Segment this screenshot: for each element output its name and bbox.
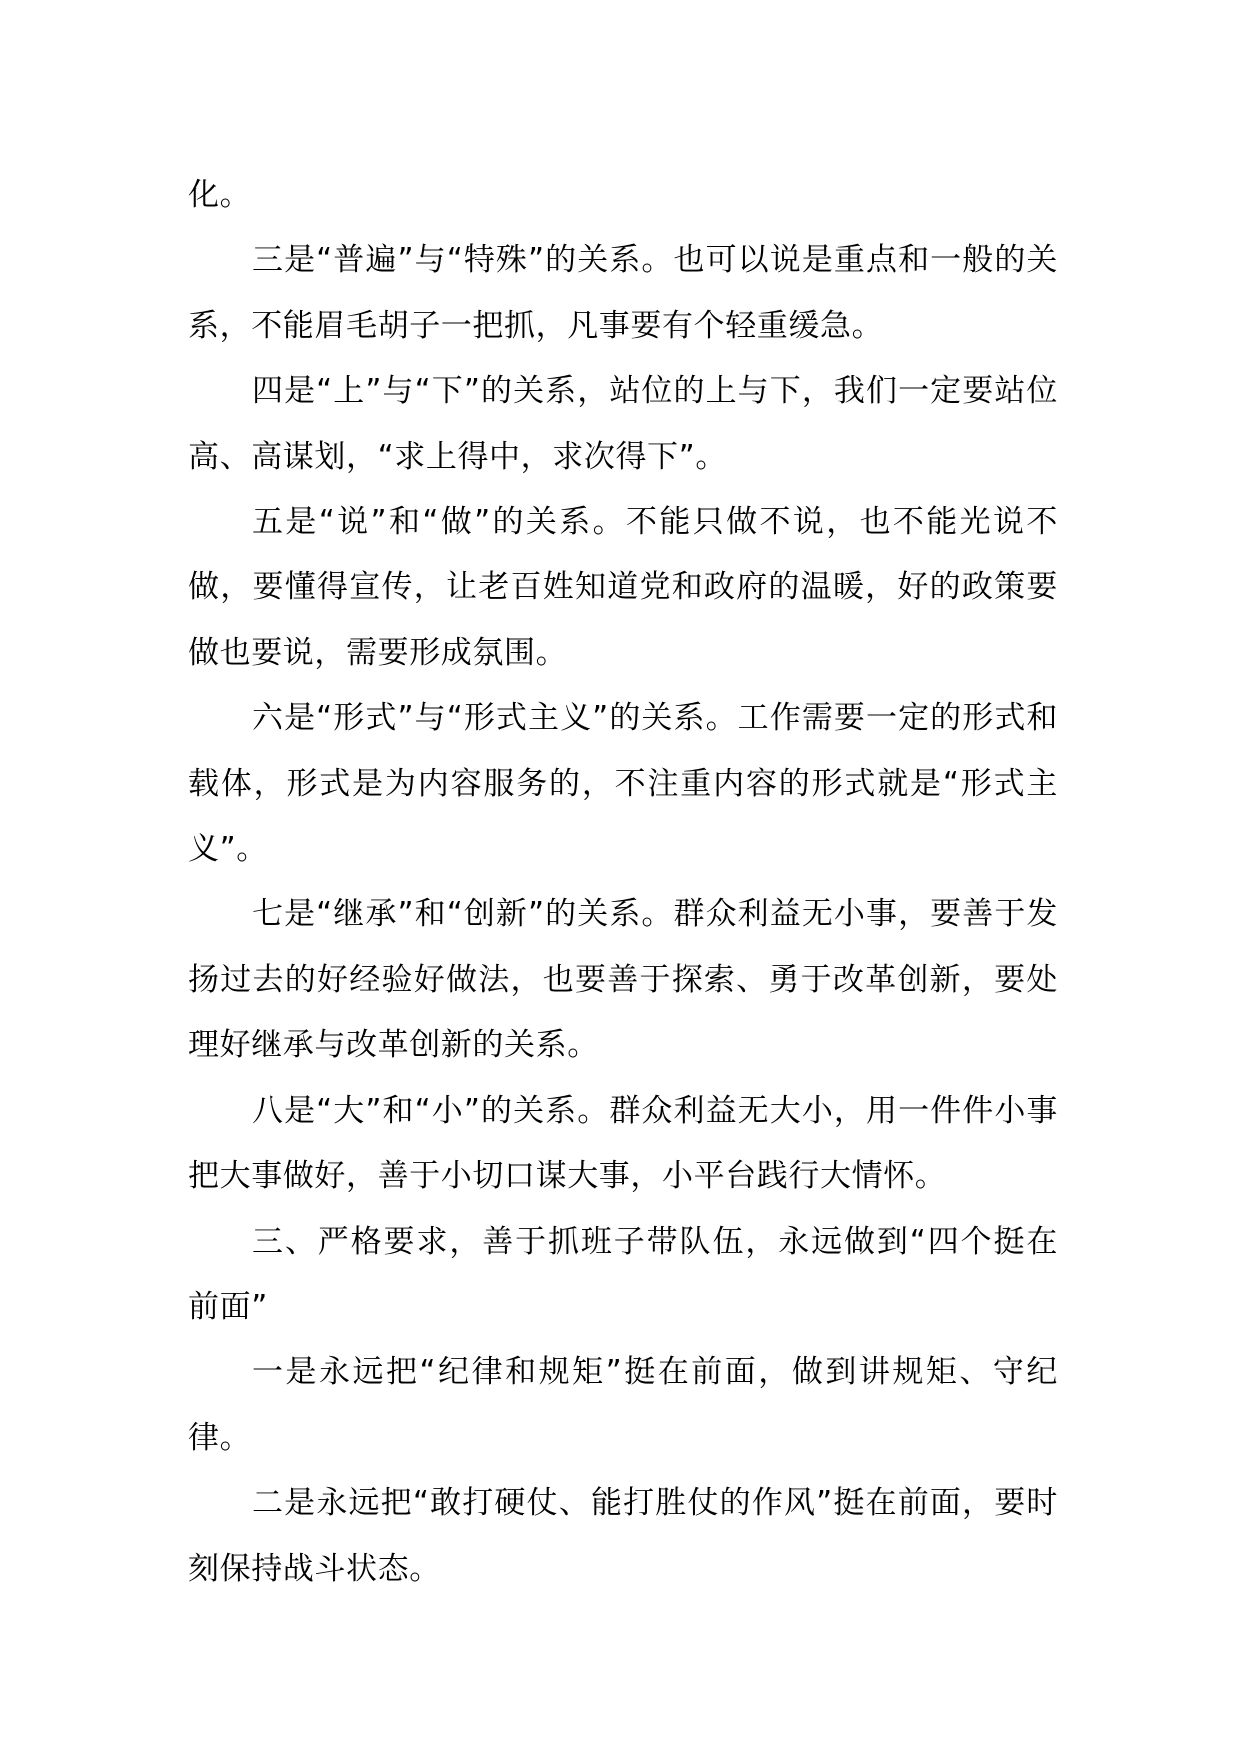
paragraph-point-7-inherit-innovate: 七是“继承”和“创新”的关系。群众利益无小事，要善于发扬过去的好经验好做法，也要善于探索、勇于改革创新，要处理好继承与改革创新的关系。 bbox=[188, 896, 1059, 1064]
paragraph-item-2-style: 二是永远把“敢打硬仗、能打胜仗的作风”挺在前面，要时刻保持战斗状态。 bbox=[188, 1485, 1058, 1587]
paragraph-point-5-say-do: 五是“说”和“做”的关系。不能只做不说，也不能光说不做，要懂得宣传，让老百姓知道党和政府的温暖，好的政策要做也要说，需要形成氛围。 bbox=[188, 504, 1058, 671]
paragraph-point-8-big-small: 八是“大”和“小”的关系。群众利益无大小，用一件件小事把大事做好，善于小切口谋大事，小平台践行大情怀。 bbox=[188, 1092, 1058, 1195]
paragraph-item-1-discipline: 一是永远把“纪律和规矩”挺在前面，做到讲规矩、守纪律。 bbox=[188, 1354, 1058, 1456]
document-body bbox=[188, 163, 1058, 1602]
paragraph-continuation: 化。 bbox=[188, 177, 252, 213]
paragraph-point-4-up-down: 四是“上”与“下”的关系，站位的上与下，我们一定要站位高、高谋划，“求上得中，求次得下”。 bbox=[188, 373, 1058, 475]
paragraph-point-3-universal-special: 三是“普遍”与“特殊”的关系。也可以说是重点和一般的关系，不能眉毛胡子一把抓，凡事要有个轻重缓急。 bbox=[188, 242, 1059, 344]
section-heading-3: 三、严格要求，善于抓班子带队伍，永远做到“四个挺在前面” bbox=[188, 1223, 1058, 1325]
paragraph-point-6-form-formalism: 六是“形式”与“形式主义”的关系。工作需要一定的形式和载体，形式是为内容服务的，不注重内容的形式就是“形式主义”。 bbox=[188, 700, 1058, 868]
